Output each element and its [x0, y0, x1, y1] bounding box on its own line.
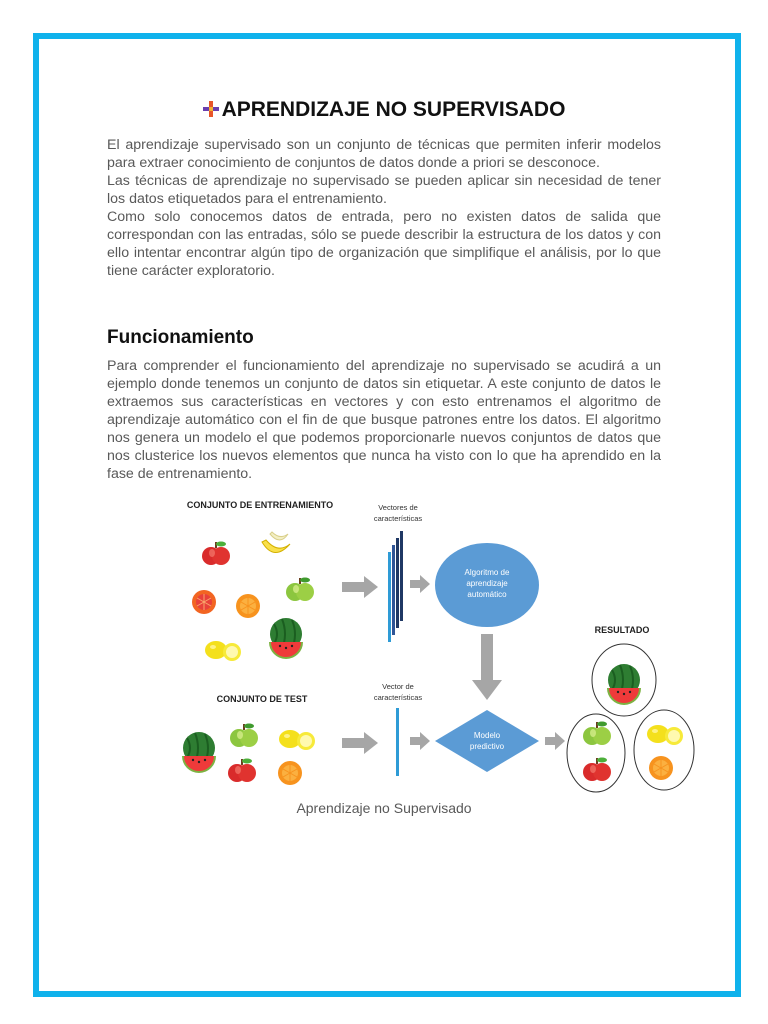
intro-paragraph	[107, 136, 661, 280]
intro-line-3: Como solo conocemos datos de entrada, pero no existen datos de salida que correspondan con las entradas, sólo se puede describir la estructura de los datos y con ello intentar encontrar algún tipo de organización que simplifique el análisis, por lo que tiene carácter exploratorio.	[107, 209, 661, 279]
green-apple-icon	[286, 578, 314, 602]
model-diamond	[435, 710, 539, 772]
test-arrow-icon	[342, 732, 378, 754]
intro-line-1: El aprendizaje supervisado son un conjunto de técnicas que permiten inferir modelos para extraer conocimiento de conjuntos de datos donde a priori se desconoce.	[107, 137, 661, 171]
green-apple-icon	[583, 722, 611, 746]
down-arrow-shaft	[481, 634, 493, 680]
algorithm-label-3: automático	[467, 590, 507, 599]
watermelon-icon	[270, 618, 302, 658]
test-vector-arrow-icon	[410, 732, 430, 750]
lemon-icon	[279, 730, 315, 750]
banana-icon	[262, 532, 290, 553]
watermelon-icon	[608, 664, 640, 704]
section-text: Para comprender el funcionamiento del aprendizaje no supervisado se acudirá a un ejemplo donde tenemos un conjunto de datos sin etiquetar. A este conjunto de datos le extraemos sus características en vectores y con esto entrenamos el algoritmo de aprendizaje automático con el fin de que busque patrones entre los datos. El algoritmo nos genera un modelo el que podemos proporcionarle nuevos conjuntos de datos que nos clusterice los nuevos elementos que nunca ha visto con lo que ha aprendido en la fase de entrenamiento.	[107, 358, 661, 482]
apple-icon	[202, 542, 230, 566]
feature-vector-bar-3	[396, 538, 399, 628]
watermelon-icon	[183, 732, 215, 772]
test-set-label: CONJUNTO DE TEST	[216, 694, 308, 704]
feature-vectors-label-1: Vectores de	[378, 503, 418, 512]
result-arrow-icon	[545, 732, 565, 750]
model-label-2: predictivo	[469, 742, 505, 751]
result-label: RESULTADO	[594, 625, 650, 635]
feature-vector-bar-4	[400, 531, 403, 621]
cross-bullet-icon	[203, 101, 219, 117]
figure-caption: Aprendizaje no Supervisado	[296, 800, 472, 816]
orange-icon	[236, 594, 260, 618]
page-title-text: APRENDIZAJE NO SUPERVISADO	[221, 98, 566, 121]
algorithm-label-2: aprendizaje	[466, 579, 508, 588]
green-apple-icon	[230, 724, 258, 748]
grapefruit-icon	[192, 590, 216, 614]
feature-vectors-label-2: características	[373, 514, 423, 523]
unsupervised-learning-diagram	[170, 490, 700, 800]
feature-vector-bar-2	[392, 545, 395, 635]
training-set-label: CONJUNTO DE ENTRENAMIENTO	[186, 500, 334, 510]
apple-icon	[228, 759, 256, 783]
orange-icon	[649, 756, 673, 780]
lemon-icon	[205, 641, 241, 661]
apple-icon	[583, 758, 611, 782]
page-title	[107, 98, 661, 122]
vector-arrow-icon	[410, 575, 430, 593]
down-arrow-head	[472, 680, 502, 700]
feature-vector-bar-1	[388, 552, 391, 642]
algorithm-label-1: Algoritmo de	[464, 568, 510, 577]
section-paragraph	[107, 357, 661, 483]
model-label-1: Modelo	[473, 731, 501, 740]
feature-vector-label-1: Vector de	[382, 682, 414, 691]
intro-line-2: Las técnicas de aprendizaje no supervisado se pueden aplicar sin necesidad de tener los datos etiquetados para el entrenamiento.	[107, 173, 661, 207]
training-arrow-icon	[342, 576, 378, 598]
lemon-icon	[647, 725, 683, 745]
section-heading: Funcionamiento	[107, 327, 254, 348]
feature-vector-label-2: características	[373, 693, 423, 702]
single-feature-vector-bar	[396, 708, 399, 776]
orange-icon	[278, 761, 302, 785]
